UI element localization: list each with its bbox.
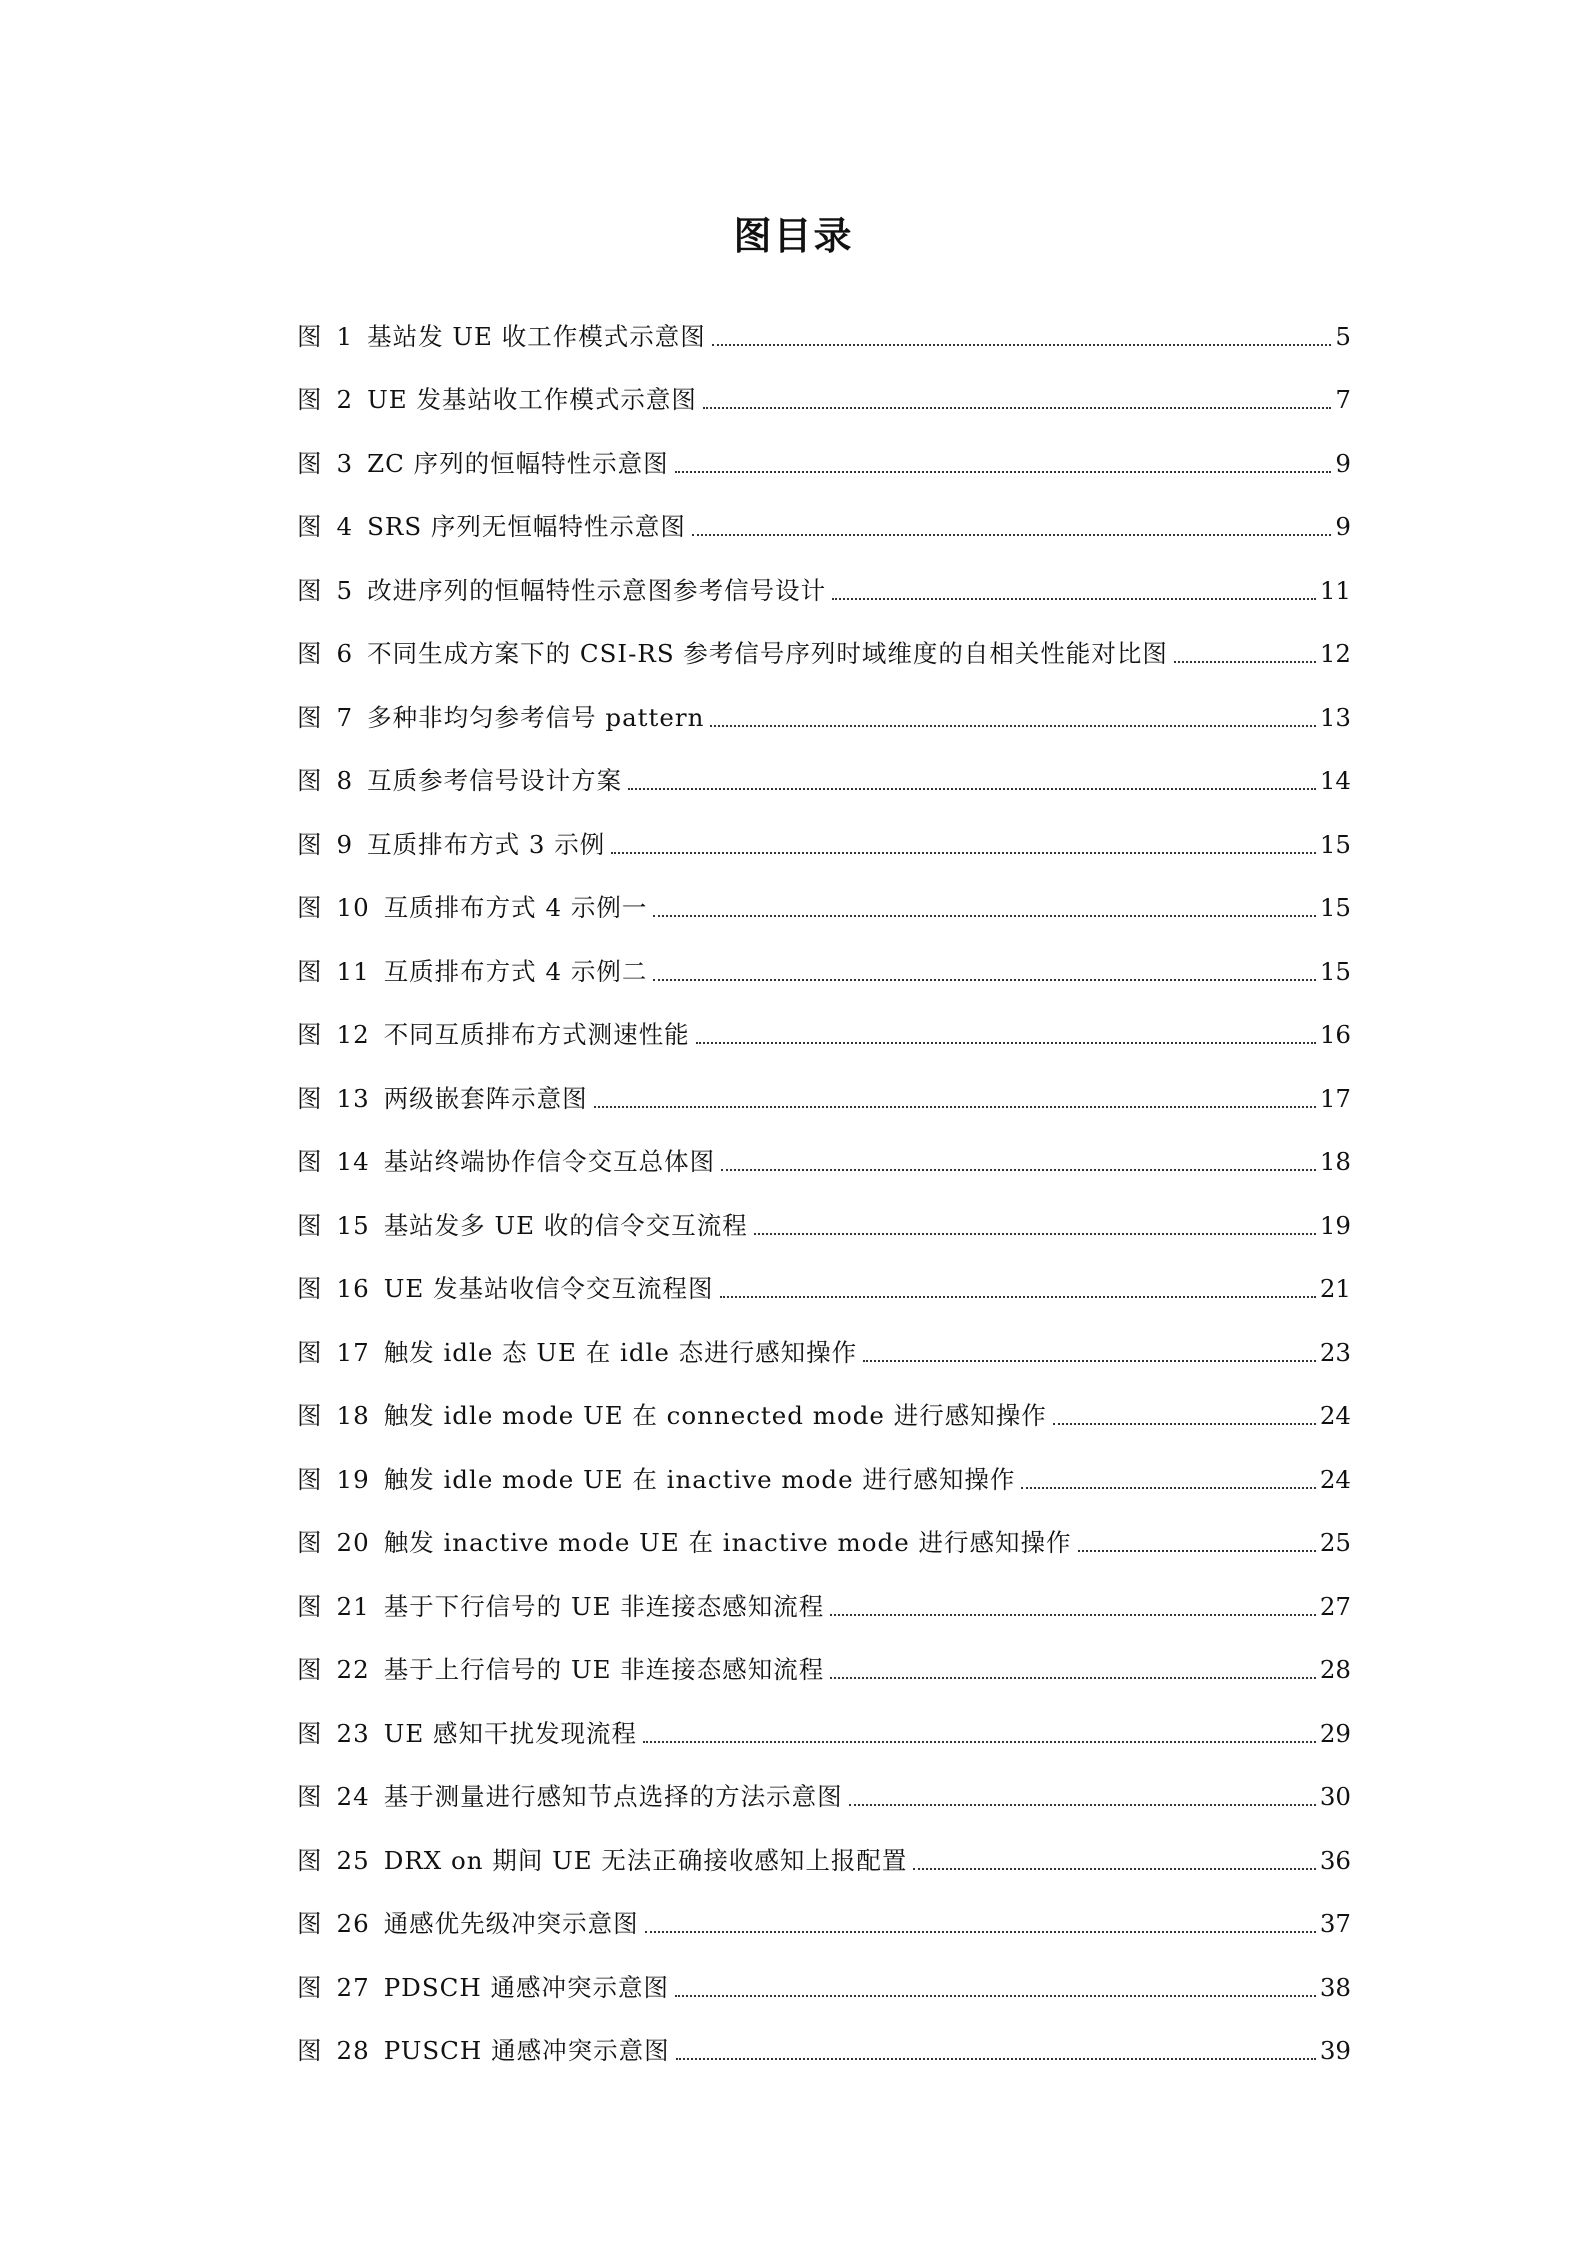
- toc-entry-prefix: 图: [297, 2036, 323, 2065]
- toc-entry-prefix: 图: [297, 1083, 323, 1113]
- toc-entry: [297, 1624, 1351, 1688]
- toc-entry: [297, 1497, 1351, 1561]
- toc-entry-number: 23: [336, 1718, 370, 1748]
- toc-entry-page-number: 15: [1319, 956, 1351, 986]
- toc-entry-link[interactable]: [297, 955, 1351, 989]
- toc-entry: [297, 735, 1351, 799]
- toc-entry-number: 6: [336, 639, 354, 668]
- toc-entry-link[interactable]: [297, 1844, 1351, 1878]
- toc-entry-title: 改进序列的恒幅特性示意图参考信号设计: [367, 575, 827, 605]
- toc-entry-title: 基于测量进行感知节点选择的方法示意图: [383, 1782, 843, 1811]
- toc-entry-prefix: 图: [297, 1337, 323, 1367]
- toc-entry-page-number: 14: [1319, 766, 1351, 795]
- toc-entry-number: 19: [336, 1464, 370, 1494]
- toc-entry-page-number: 7: [1335, 385, 1351, 414]
- toc-entry-prefix: 图: [297, 1401, 323, 1430]
- toc-dot-leader: [849, 1803, 1316, 1806]
- toc-entry-label: [297, 828, 367, 862]
- toc-dot-leader: [712, 343, 1332, 346]
- toc-entry-label: [297, 447, 367, 481]
- toc-entry-label: [297, 764, 367, 798]
- toc-entry-page-number: 30: [1319, 1782, 1351, 1811]
- toc-entry-link[interactable]: [297, 1717, 1351, 1751]
- toc-entry-title: 互质排布方式 4 示例二: [383, 956, 648, 986]
- toc-entry-link[interactable]: [297, 2034, 1351, 2068]
- toc-entry-title: SRS 序列无恒幅特性示意图: [367, 512, 686, 541]
- toc-entry: [297, 481, 1351, 545]
- toc-entry-prefix: 图: [297, 1274, 323, 1303]
- toc-entry-link[interactable]: [297, 1082, 1351, 1116]
- toc-entry-prefix: 图: [297, 829, 323, 859]
- toc-entry: [297, 1941, 1351, 2005]
- toc-entry-label: [297, 1145, 384, 1179]
- toc-entry-prefix: 图: [297, 766, 323, 795]
- toc-entry: [297, 1751, 1351, 1815]
- toc-entry-label: [297, 510, 367, 544]
- toc-entry-link[interactable]: [297, 447, 1351, 481]
- toc-entry-label: [297, 637, 367, 671]
- toc-entry-label: [297, 1463, 384, 1497]
- toc-entry-title: 互质排布方式 3 示例: [367, 829, 606, 859]
- toc-entry-number: 20: [336, 1528, 370, 1557]
- toc-entry: [297, 1179, 1351, 1243]
- toc-entry-page-number: 36: [1319, 1845, 1351, 1875]
- toc-entry-number: 1: [336, 321, 354, 351]
- toc-entry-number: 28: [336, 2036, 370, 2065]
- toc-entry-link[interactable]: [297, 637, 1351, 671]
- toc-entry-page-number: 19: [1319, 1210, 1351, 1240]
- toc-entry-title: DRX on 期间 UE 无法正确接收感知上报配置: [383, 1845, 908, 1875]
- toc-dot-leader: [645, 1930, 1316, 1933]
- toc-entry-page-number: 15: [1319, 829, 1351, 859]
- toc-entry-page-number: 39: [1319, 2036, 1351, 2065]
- toc-entry-title: 基于下行信号的 UE 非连接态感知流程: [383, 1591, 825, 1621]
- toc-entry-page-number: 15: [1319, 893, 1351, 922]
- toc-entry-prefix: 图: [297, 1972, 323, 2002]
- toc-entry-link[interactable]: [297, 1907, 1351, 1941]
- toc-entry-label: [297, 1971, 384, 2005]
- toc-entry-page-number: 5: [1335, 321, 1351, 351]
- toc-dot-leader: [832, 597, 1316, 600]
- toc-entry-label: [297, 1844, 384, 1878]
- toc-entry-page-number: 13: [1319, 702, 1351, 732]
- toc-entry-page-number: 16: [1319, 1020, 1351, 1049]
- toc-entry-label: [297, 383, 367, 417]
- toc-dot-leader: [594, 1105, 1316, 1108]
- toc-entry-label: [297, 1399, 384, 1433]
- toc-entry-title: 不同互质排布方式测速性能: [383, 1020, 690, 1049]
- toc-entry-page-number: 21: [1319, 1274, 1351, 1303]
- toc-entry: [297, 798, 1351, 862]
- toc-entry-prefix: 图: [297, 1655, 323, 1684]
- toc-entry-link[interactable]: [297, 510, 1351, 544]
- toc-entry-label: [297, 1082, 384, 1116]
- toc-entry-prefix: 图: [297, 1845, 323, 1875]
- toc-entry: [297, 1243, 1351, 1307]
- toc-entry-label: [297, 1780, 384, 1814]
- toc-entry-prefix: 图: [297, 1464, 323, 1494]
- toc-entry-number: 24: [336, 1782, 370, 1811]
- toc-entry-prefix: 图: [297, 639, 323, 668]
- toc-entry-link[interactable]: [297, 1590, 1351, 1624]
- toc-entry: [297, 862, 1351, 926]
- toc-entry-page-number: 12: [1319, 639, 1351, 668]
- toc-entry-page-number: 9: [1335, 448, 1351, 478]
- toc-entry: [297, 1433, 1351, 1497]
- toc-dot-leader: [692, 533, 1332, 536]
- toc-entry-number: 12: [336, 1020, 370, 1049]
- toc-entry: [297, 1052, 1351, 1116]
- toc-dot-leader: [628, 787, 1316, 790]
- toc-entry-link[interactable]: [297, 1526, 1351, 1560]
- toc-entry: [297, 290, 1351, 354]
- toc-entry-label: [297, 2034, 384, 2068]
- toc-dot-leader: [913, 1867, 1315, 1870]
- toc-entry: [297, 989, 1351, 1053]
- toc-entry: [297, 671, 1351, 735]
- toc-dot-leader: [653, 914, 1315, 917]
- toc-dot-leader: [643, 1740, 1316, 1743]
- toc-entry-prefix: 图: [297, 1020, 323, 1049]
- toc-entry-title: UE 发基站收信令交互流程图: [383, 1274, 714, 1303]
- toc-dot-leader: [863, 1359, 1316, 1362]
- toc-entry-page-number: 25: [1319, 1528, 1351, 1557]
- toc-entry-link[interactable]: [297, 1145, 1351, 1179]
- toc-entry-title: 触发 idle mode UE 在 connected mode 进行感知操作: [383, 1401, 1047, 1430]
- toc-entry-label: [297, 574, 367, 608]
- toc-dot-leader: [675, 470, 1332, 473]
- toc-dot-leader: [754, 1232, 1316, 1235]
- toc-dot-leader: [675, 1994, 1316, 1997]
- toc-entry-label: [297, 1209, 384, 1243]
- toc-entry-page-number: 29: [1319, 1718, 1351, 1748]
- toc-entry-link[interactable]: [297, 574, 1351, 608]
- toc-entry-prefix: 图: [297, 1528, 323, 1557]
- toc-entry-prefix: 图: [297, 956, 323, 986]
- toc-entry-link[interactable]: [297, 764, 1351, 798]
- toc-dot-leader: [703, 406, 1331, 409]
- toc-entry-link[interactable]: [297, 701, 1351, 735]
- toc-entry-prefix: 图: [297, 893, 323, 922]
- toc-entry-title: PDSCH 通感冲突示意图: [383, 1972, 669, 2002]
- toc-entry-link[interactable]: [297, 891, 1351, 925]
- toc-entry-prefix: 图: [297, 1591, 323, 1621]
- toc-entry-title: 互质参考信号设计方案: [367, 766, 623, 795]
- toc-entry-label: [297, 1272, 384, 1306]
- toc-entry-page-number: 38: [1319, 1972, 1351, 2002]
- toc-entry-label: [297, 891, 384, 925]
- toc-entry-link[interactable]: [297, 1463, 1351, 1497]
- toc-dot-leader: [720, 1295, 1316, 1298]
- toc-entry-title: 通感优先级冲突示意图: [383, 1909, 639, 1938]
- page-title: 图目录: [733, 214, 854, 258]
- toc-entry-prefix: 图: [297, 321, 323, 351]
- toc-entry-link[interactable]: [297, 828, 1351, 862]
- toc-entry-number: 22: [336, 1655, 370, 1684]
- toc-dot-leader: [710, 724, 1315, 727]
- toc-entry-label: [297, 955, 384, 989]
- toc-entry-label: [297, 701, 367, 735]
- toc-entry-number: 17: [336, 1337, 370, 1367]
- toc-entry: [297, 1814, 1351, 1878]
- toc-entry-number: 26: [336, 1909, 370, 1938]
- toc-dot-leader: [1021, 1486, 1315, 1489]
- toc-entry-prefix: 图: [297, 448, 323, 478]
- toc-entry-link[interactable]: [297, 1399, 1351, 1433]
- toc-entry-page-number: 24: [1319, 1464, 1351, 1494]
- toc-entry-prefix: 图: [297, 1718, 323, 1748]
- toc-entry-page-number: 17: [1319, 1083, 1351, 1113]
- toc-entry-link[interactable]: [297, 1272, 1351, 1306]
- toc-entry-link[interactable]: [297, 1336, 1351, 1370]
- toc-entry-title: PUSCH 通感冲突示意图: [383, 2036, 670, 2065]
- toc-entry: [297, 544, 1351, 608]
- toc-entry-number: 9: [336, 829, 354, 859]
- toc-entry-page-number: 9: [1335, 512, 1351, 541]
- toc-entry-label: [297, 1590, 384, 1624]
- toc-entry-label: [297, 1907, 384, 1941]
- toc-entry-link[interactable]: [297, 1971, 1351, 2005]
- toc-entry-title: 基站终端协作信令交互总体图: [383, 1147, 716, 1176]
- toc-entry-title: 基站发多 UE 收的信令交互流程: [383, 1210, 748, 1240]
- toc-entry-prefix: 图: [297, 575, 323, 605]
- toc-entry: [297, 1116, 1351, 1180]
- toc-entry-title: 基于上行信号的 UE 非连接态感知流程: [383, 1655, 825, 1684]
- toc-entry-link[interactable]: [297, 383, 1351, 417]
- toc-entry-title: 多种非均匀参考信号 pattern: [367, 702, 705, 732]
- toc-entry-label: [297, 320, 367, 354]
- toc-entry-title: 基站发 UE 收工作模式示意图: [367, 321, 706, 351]
- toc-entry-number: 18: [336, 1401, 370, 1430]
- toc-entry-label: [297, 1336, 384, 1370]
- toc-entry-number: 13: [336, 1083, 370, 1113]
- toc-entry-label: [297, 1717, 384, 1751]
- toc-dot-leader: [611, 851, 1316, 854]
- toc-entry-number: 10: [336, 893, 370, 922]
- toc-entry-number: 27: [336, 1972, 370, 2002]
- toc-entry-label: [297, 1526, 384, 1560]
- toc-entry-number: 3: [336, 448, 354, 478]
- toc-entry: [297, 1878, 1351, 1942]
- toc-entry-label: [297, 1018, 384, 1052]
- toc-entry-number: 21: [336, 1591, 370, 1621]
- toc-entry-title: ZC 序列的恒幅特性示意图: [367, 448, 669, 478]
- toc-dot-leader: [1053, 1422, 1316, 1425]
- toc-entry-title: UE 发基站收工作模式示意图: [367, 385, 697, 414]
- toc-entry-number: 11: [336, 956, 370, 986]
- toc-entry-number: 16: [336, 1274, 370, 1303]
- toc-entry-title: 互质排布方式 4 示例一: [383, 893, 648, 922]
- toc-entry-link[interactable]: [297, 1018, 1351, 1052]
- toc-entry: [297, 1370, 1351, 1434]
- toc-entry-title: 两级嵌套阵示意图: [383, 1083, 588, 1113]
- toc-entry-page-number: 11: [1319, 575, 1351, 605]
- toc-entry-prefix: 图: [297, 1909, 323, 1938]
- toc-dot-leader: [653, 978, 1315, 981]
- toc-entry-page-number: 18: [1319, 1147, 1351, 1176]
- toc-entry-link[interactable]: [297, 1780, 1351, 1814]
- toc-entry-link[interactable]: [297, 1209, 1351, 1243]
- toc-entry-prefix: 图: [297, 702, 323, 732]
- toc-dot-leader: [696, 1041, 1316, 1044]
- toc-entry: [297, 354, 1351, 418]
- toc-entry-title: 不同生成方案下的 CSI-RS 参考信号序列时域维度的自相关性能对比图: [367, 639, 1168, 668]
- toc-dot-leader: [721, 1168, 1316, 1171]
- toc-dot-leader: [676, 2057, 1316, 2060]
- toc-entry-prefix: 图: [297, 512, 323, 541]
- toc-entry-label: [297, 1653, 384, 1687]
- toc-dot-leader: [1078, 1549, 1316, 1552]
- toc-entry-title: 触发 inactive mode UE 在 inactive mode 进行感知操作: [383, 1528, 1072, 1557]
- toc-entry-number: 14: [336, 1147, 370, 1176]
- toc-entry-page-number: 27: [1319, 1591, 1351, 1621]
- toc-entry-number: 4: [336, 512, 354, 541]
- toc-entry-link[interactable]: [297, 1653, 1351, 1687]
- toc-entry: [297, 608, 1351, 672]
- toc-entry: [297, 417, 1351, 481]
- toc-dot-leader: [1174, 660, 1316, 663]
- toc-entry: [297, 2005, 1351, 2069]
- toc-entry-link[interactable]: [297, 320, 1351, 354]
- toc-entry: [297, 1560, 1351, 1624]
- toc-entry-page-number: 37: [1319, 1909, 1351, 1938]
- toc-entry-number: 5: [336, 575, 354, 605]
- toc-entry-prefix: 图: [297, 1210, 323, 1240]
- toc-entry: [297, 925, 1351, 989]
- toc-entry: [297, 1306, 1351, 1370]
- toc-entry-prefix: 图: [297, 385, 323, 414]
- toc-entry-number: 7: [336, 702, 354, 732]
- toc-entry-title: UE 感知干扰发现流程: [383, 1718, 638, 1748]
- toc-entry-title: 触发 idle mode UE 在 inactive mode 进行感知操作: [383, 1464, 1016, 1494]
- toc-dot-leader: [830, 1676, 1316, 1679]
- figure-list: [297, 290, 1351, 2068]
- toc-entry: [297, 1687, 1351, 1751]
- toc-entry-page-number: 24: [1319, 1401, 1351, 1430]
- toc-entry-number: 15: [336, 1210, 370, 1240]
- toc-entry-number: 2: [336, 385, 354, 414]
- toc-entry-page-number: 23: [1319, 1337, 1351, 1367]
- toc-entry-page-number: 28: [1319, 1655, 1351, 1684]
- toc-entry-number: 8: [336, 766, 354, 795]
- toc-dot-leader: [830, 1613, 1316, 1616]
- toc-entry-prefix: 图: [297, 1782, 323, 1811]
- toc-entry-number: 25: [336, 1845, 370, 1875]
- toc-entry-title: 触发 idle 态 UE 在 idle 态进行感知操作: [383, 1337, 858, 1367]
- toc-entry-prefix: 图: [297, 1147, 323, 1176]
